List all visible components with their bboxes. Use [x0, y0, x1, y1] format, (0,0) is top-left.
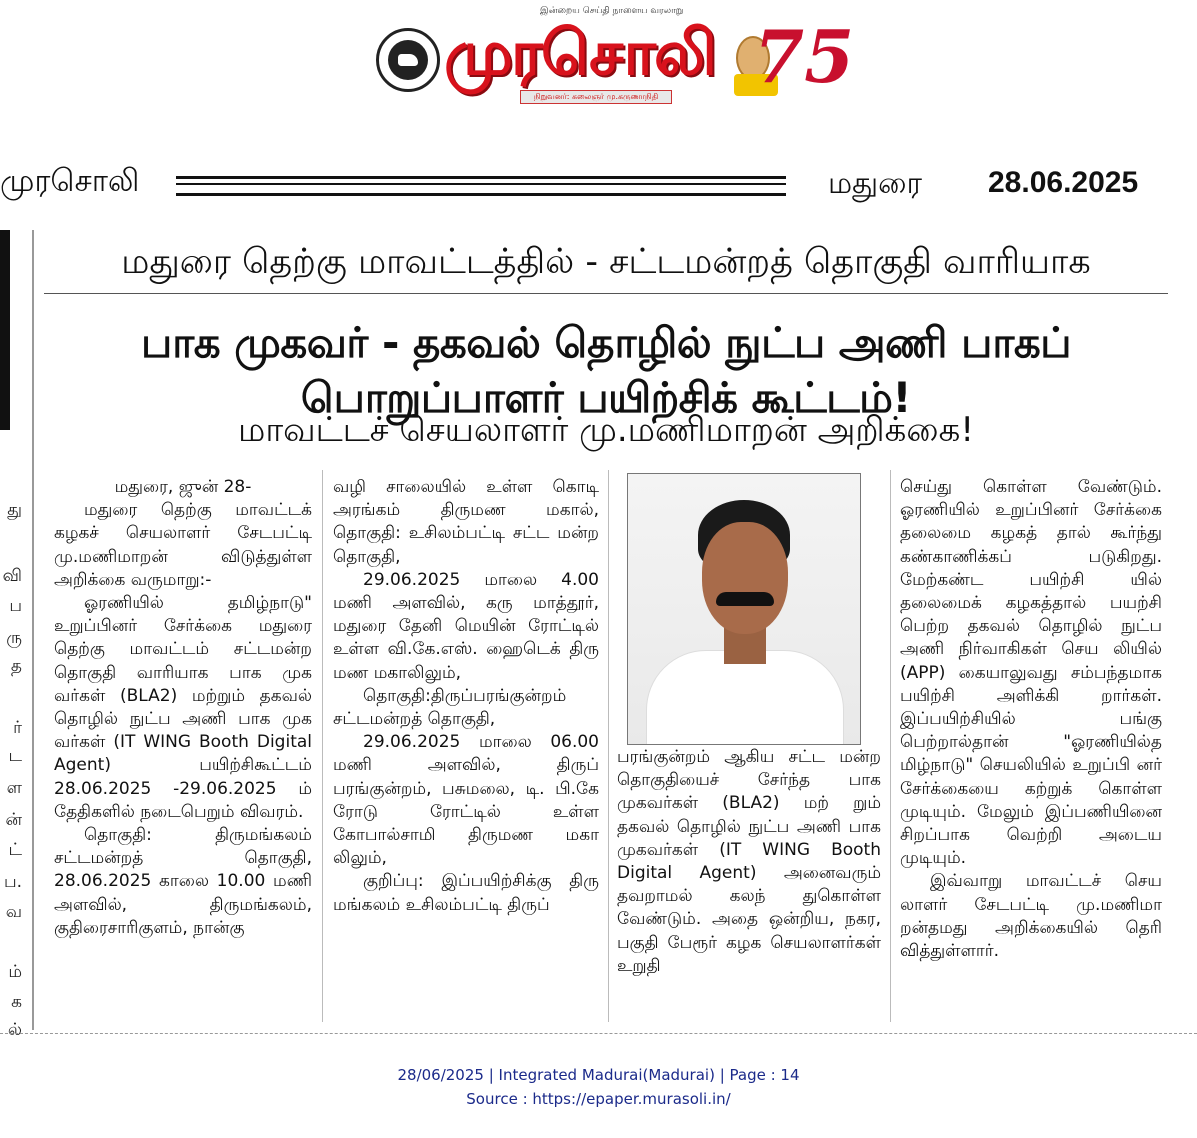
left-fragment: ன் [5, 810, 22, 830]
article-paragraph: தொகுதி:திருப்பரங்குன்றம் சட்டமன்றத் தொகுதி, [333, 685, 567, 730]
left-fragment: ப [9, 596, 22, 616]
masthead [370, 6, 855, 106]
header-rule [176, 176, 786, 196]
article-subheadline: மாவட்டச் செயலாளர் மு.மணிமாறன் அறிக்கை! [238, 410, 974, 450]
article-headline: பாக முகவர் - தகவல் தொழில் நுட்ப அணி பாகப் பொறுப்பாளர் பயிற்சிக் கூட்டம்! [141, 318, 1071, 422]
header-date: 28.06.2025 [988, 166, 1139, 199]
left-fragment: வ [5, 902, 22, 922]
epaper-source-link[interactable]: Source : https://epaper.murasoli.in/ [466, 1090, 731, 1108]
article-paragraph: இவ்வாறு மாவட்டச் செய லாளர் சேடபட்டி மு.மணிமா றன்தமது அறிக்கையில் தெரி வித்துள்ளார். [900, 871, 1162, 962]
article-paragraph: செய்து கொள்ள வேண்டும். ஓரணியில் உறுப்பினர் சேர்க்கை தலைமை கழகத் தால் கூர்ந்து கண்காணிக்கப் படுகிறது. மேற்கண்ட பயிற்சி யில் தலைமைக் கழகத்தால் பயற்சி பெற்ற தகவல் தொழில் நுட்ப அணி நிர்வாகிகள் செய லியில் (APP) கையாலுவது சம்பந்தமாக பயிற்சி அளிக்கி றார்கள். இப்பயிற்சியில் பங்கு பெற்றால்தான் "ஓரணியில்த மிழ்நாடு" செயலியில் உறுப்பி னர் சேர்க்கையை கற்றுக் கொள்ள முடியும். மேலும் இப்பணியினை சிறப்பாக வெற்றி அடைய முடியும். [900, 477, 1162, 869]
anniversary-number: 75 [754, 14, 855, 99]
article-paragraph: வழி சாலையில் உள்ள கொடி அரங்கம் திருமண மகால், தொகுதி: உசிலம்பட்டி சட்ட மன்ற தொகுதி, [333, 477, 599, 567]
left-fragment: வி [2, 566, 22, 586]
kicker-divider [44, 293, 1168, 294]
left-fragment: ட [8, 746, 22, 766]
dateline: மதுரை, ஜுன் 28- [114, 477, 252, 497]
article-paragraph: குறிப்பு: இப்பயிற்சிக்கு திரு மங்கலம் உசிலம்பட்டி திருப் [333, 871, 599, 915]
column-divider [608, 470, 609, 1022]
left-column-edge [0, 230, 10, 430]
newspaper-logo: முரசொலி [444, 16, 715, 89]
left-fragment: ல் [7, 1020, 22, 1040]
left-fragment: ம் [8, 962, 22, 982]
header-paper-name: முரசொலி [0, 163, 140, 199]
article-column-4 [900, 476, 1162, 963]
left-fragment: ள [6, 778, 22, 798]
article-paragraph: மதுரை தெற்கு மாவட்டக் கழகச் செயலாளர் சேடபட்டி மு.மணிமாறன் விடுத்துள்ள அறிக்கை வருமாறு:- [54, 500, 312, 590]
header-edition-city: மதுரை [828, 166, 923, 201]
article-paragraph: 29.06.2025 மாலை 06.00 மணி அளவில், திருப் பரங்குன்றம், பசுமலை, டி. பி.கே ரோடு ரோட்டில் உள்ள கோபால்சாமி திருமண மகா லிலும், [333, 732, 599, 869]
secretary-photo [627, 473, 861, 745]
left-fragment: ரு [6, 628, 22, 648]
article-paragraph: தொகுதி: திருமங்கலம் சட்டமன்றத் தொகுதி, 28.06.2025 காலை 10.00 மணி அளவில், திருமங்கலம், குதிரைசாரிகுளம், நான்கு [54, 825, 312, 938]
article-column-1 [54, 476, 312, 940]
left-fragment: த [10, 656, 22, 676]
bull-seal-logo [376, 28, 440, 92]
article-paragraph: 29.06.2025 மாலை 4.00 மணி அளவில், கரு மாத்தூர், மதுரை தேனி மெயின் ரோட்டில் உள்ள வி.கே.எஸ். ஹைடெக் திரு மண மகாலிலும், [333, 569, 599, 683]
article-column-3 [617, 746, 881, 978]
left-fragment: க [11, 992, 22, 1012]
article-paragraph: பரங்குன்றம் ஆகிய சட்ட மன்ற தொகுதியைச் சேர்ந்த பாக முகவர்கள் (BLA2) மற் றும் தகவல் தொழில் நுட்ப அணி பாக முகவர்கள் (IT WING Booth Digital Agent) அனைவரும் தவறாமல் கலந் துகொள்ள வேண்டும். அதை ஒன்றிய, நகர, பகுதி பேரூர் கழக செயலாளர்கள் உறுதி [617, 747, 881, 976]
column-divider [322, 470, 323, 1022]
column-divider [890, 470, 891, 1022]
left-fragment: ப. [3, 872, 22, 892]
page-bottom-rule [0, 1033, 1197, 1034]
masthead-tagline: இன்றைய செய்தி நாளைய வரலாறு [540, 6, 684, 16]
left-fragment: ர் [13, 718, 22, 738]
column-divider [32, 230, 34, 1030]
epaper-footer-info: 28/06/2025 | Integrated Madurai(Madurai) | Page : 14 [397, 1066, 800, 1084]
article-paragraph: ஓரணியில் தமிழ்நாடு" உறுப்பினர் சேர்க்கை மதுரை தெற்கு மாவட்டம் சட்டமன்ற தொகுதி வாரியாக பாக முக வர்கள் (BLA2) மற்றும் தகவல் தொழில் நுட்ப அணி பாக முக வர்கள் (IT WING Booth Digital Agent) பயிற்சிகூட்டம் 28.06.2025 -29.06.2025 ம் தேதிகளில் நடைபெறும் விவரம். [54, 593, 312, 822]
anniversary-emblem [734, 14, 855, 100]
article-column-2 [333, 476, 599, 917]
left-fragment: ட் [8, 840, 22, 860]
left-fragment: து [7, 500, 22, 520]
logo-subtitle: நிறுவனர்: கலைஞர் மு.கருணாநிதி [520, 90, 672, 104]
article-kicker: மதுரை தெற்கு மாவட்டத்தில் - சட்டமன்றத் தொகுதி வாரியாக [121, 242, 1091, 282]
